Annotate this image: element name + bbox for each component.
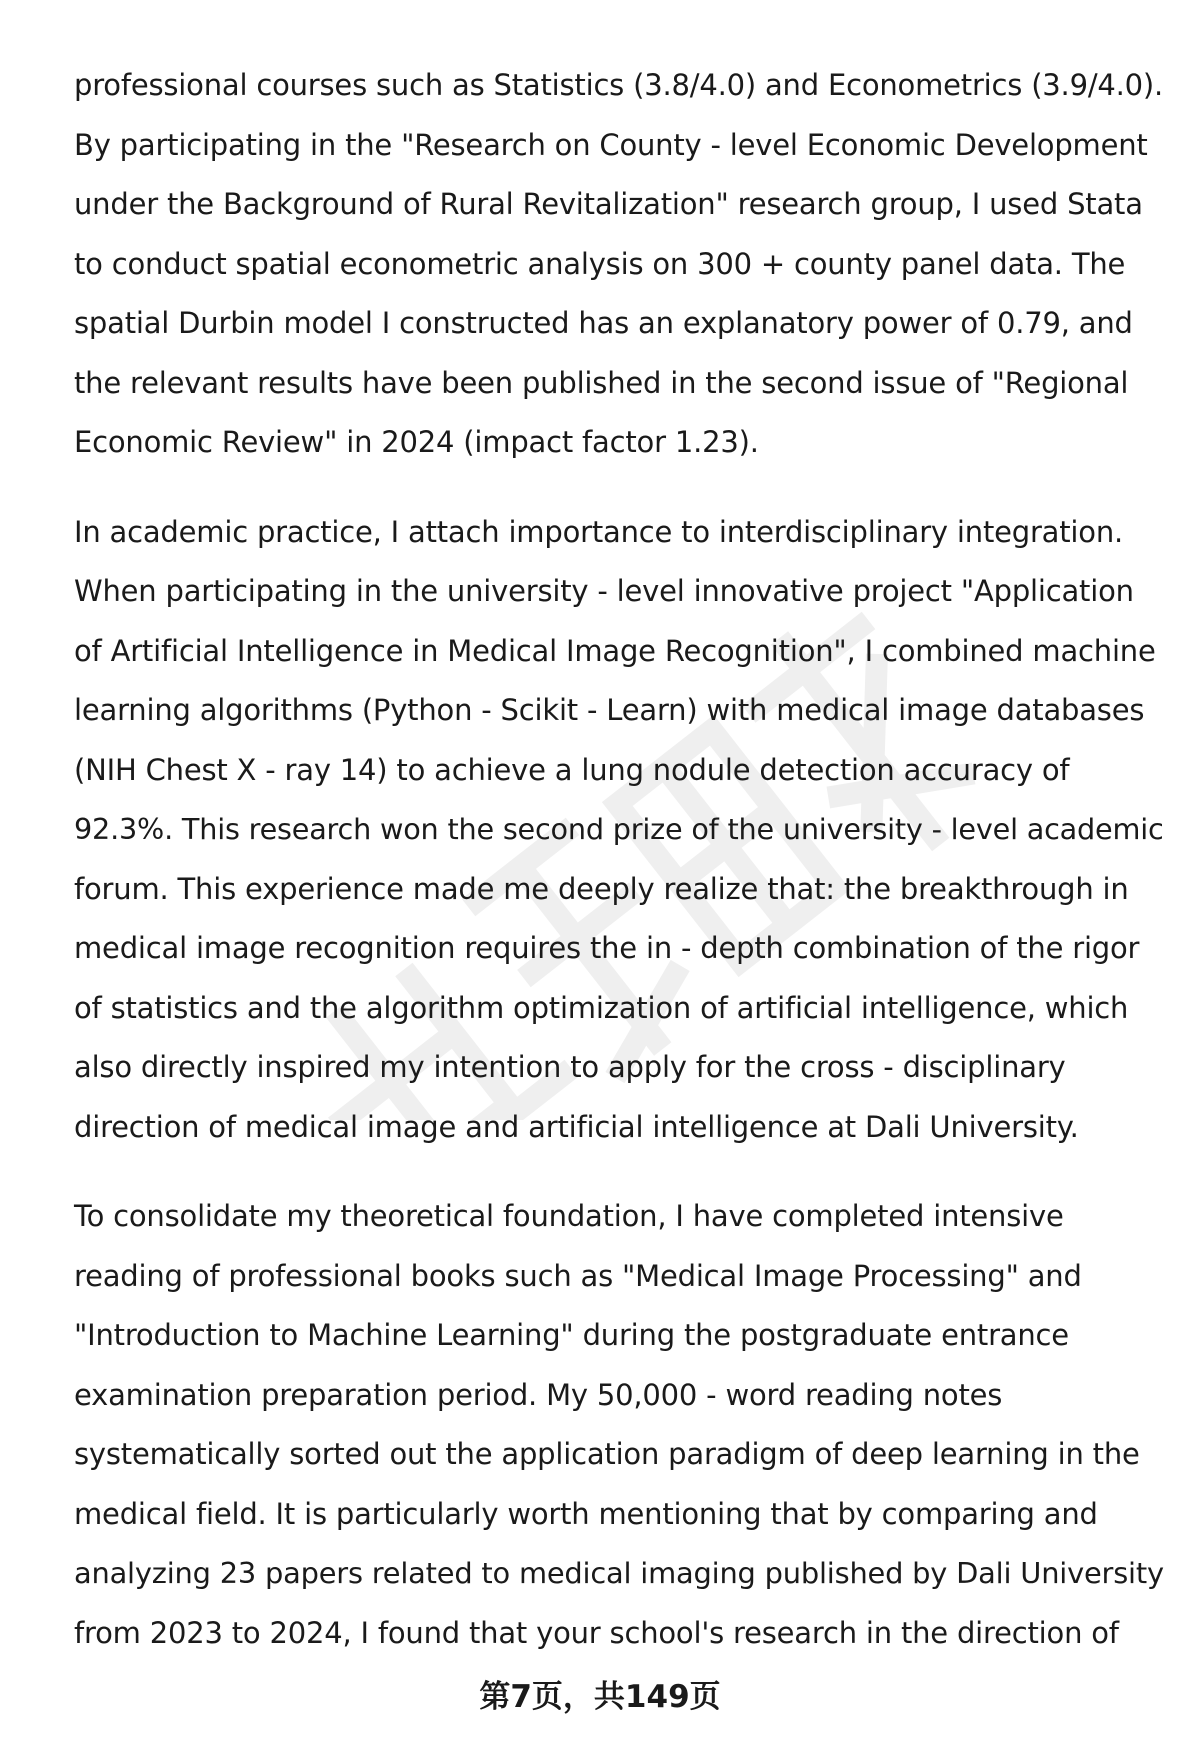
text-line: 92.3%. This research won the second prize of the university - level academic xyxy=(74,812,1164,846)
text-line: forum. This experience made me deeply realize that: the breakthrough in xyxy=(74,871,1129,906)
text-line: "Introduction to Machine Learning" during the postgraduate entrance xyxy=(74,1318,1069,1352)
text-line: of Artificial Intelligence in Medical Image Recognition", I combined machine xyxy=(74,633,1156,668)
text-line: of statistics and the algorithm optimization of artificial intelligence, which xyxy=(74,990,1129,1025)
text-line: the relevant results have been published in the second issue of "Regional xyxy=(74,365,1129,400)
text-line: By participating in the "Research on County - level Economic Development xyxy=(74,127,1148,162)
text-line: medical field. It is particularly worth mentioning that by comparing and xyxy=(74,1496,1098,1531)
text-line: To consolidate my theoretical foundation, I have completed intensive xyxy=(74,1199,1064,1233)
text-line: under the Background of Rural Revitalization" research group, I used Stata xyxy=(74,187,1143,221)
text-line: from 2023 to 2024, I found that your school's research in the direction of xyxy=(74,1615,1119,1650)
text-line: direction of medical image and artificial intelligence at Dali University. xyxy=(74,1109,1079,1144)
text-line: (NIH Chest X - ray 14) to achieve a lung nodule detection accuracy of xyxy=(74,752,1070,787)
text-line: also directly inspired my intention to apply for the cross - disciplinary xyxy=(74,1050,1066,1084)
paragraph-academic-practice xyxy=(74,503,1164,1158)
text-line: medical image recognition requires the in - depth combination of the rigor xyxy=(74,931,1140,965)
text-line: examination preparation period. My 50,000 - word reading notes xyxy=(74,1377,1003,1412)
text-line: Economic Review" in 2024 (impact factor 1.23). xyxy=(74,425,759,459)
text-line: systematically sorted out the application paradigm of deep learning in the xyxy=(74,1437,1140,1471)
text-line: professional courses such as Statistics (3.8/4.0) and Econometrics (3.9/4.0). xyxy=(74,68,1164,102)
text-line: When participating in the university - level innovative project "Application xyxy=(74,574,1134,608)
text-line: learning algorithms (Python - Scikit - Learn) with medical image databases xyxy=(74,693,1145,727)
paragraph-education-research xyxy=(74,56,1164,473)
paragraph-theoretical-foundation xyxy=(74,1187,1164,1663)
page-number-footer: 第7页，共149页 xyxy=(479,1679,721,1715)
document-body xyxy=(74,56,1164,1693)
text-line: reading of professional books such as "Medical Image Processing" and xyxy=(74,1258,1082,1293)
text-line: analyzing 23 papers related to medical imaging published by Dali University xyxy=(74,1556,1164,1590)
text-line: In academic practice, I attach importance to interdisciplinary integration. xyxy=(74,514,1124,549)
text-line: spatial Durbin model I constructed has an explanatory power of 0.79, and xyxy=(74,306,1133,340)
text-line: to conduct spatial econometric analysis on 300 + county panel data. The xyxy=(74,246,1126,281)
